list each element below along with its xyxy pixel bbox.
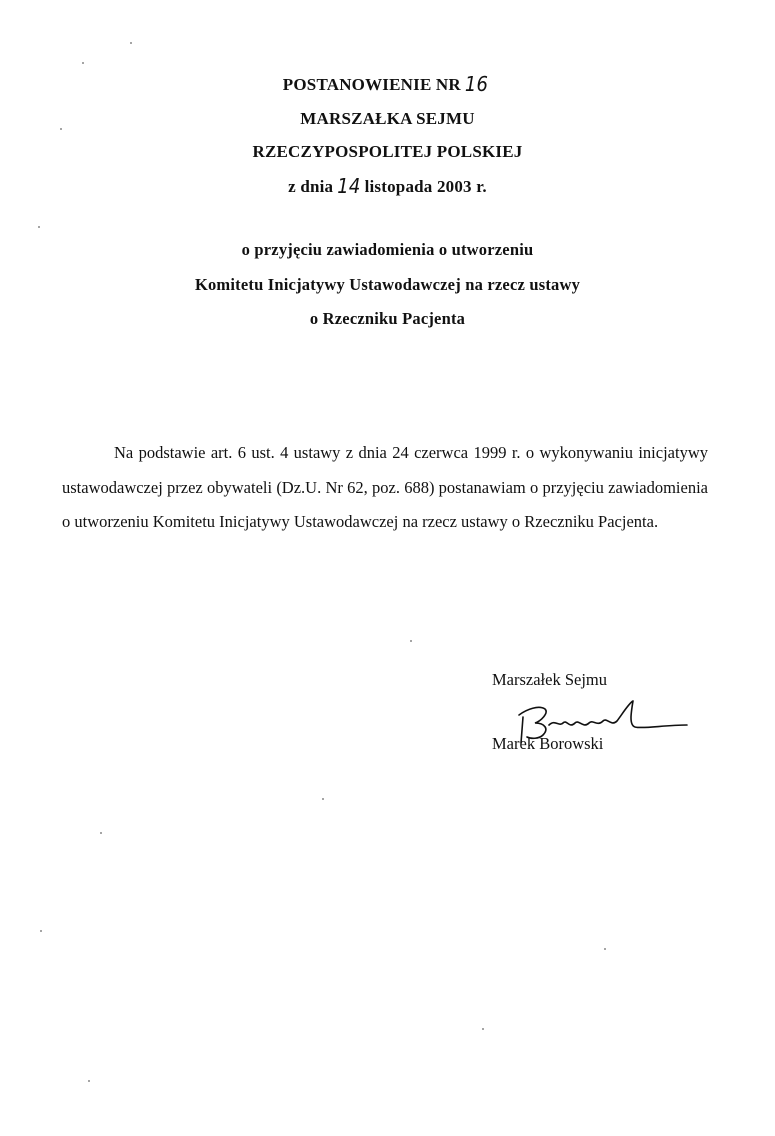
subject-line-2: Komitetu Inicjatywy Ustawodawczej na rzecz ustawy <box>194 275 581 294</box>
scan-speck <box>82 62 84 64</box>
decision-title-label: POSTANOWIENIE NR <box>282 75 461 94</box>
date-day: 14 <box>337 174 361 199</box>
decision-title <box>0 74 775 95</box>
date-suffix: listopada 2003 r. <box>364 177 487 196</box>
scan-speck <box>40 930 42 932</box>
decision-number: 16 <box>464 72 489 97</box>
scan-speck <box>60 128 62 130</box>
signatory-title: Marszałek Sejmu <box>492 670 608 689</box>
scan-speck <box>482 1028 484 1030</box>
scan-speck <box>38 226 40 228</box>
scan-speck <box>88 1080 90 1082</box>
date-prefix: z dnia <box>288 177 334 196</box>
scan-speck <box>322 798 324 800</box>
issuer-line: MARSZAŁKA SEJMU <box>300 109 475 128</box>
subject-line-3: o Rzeczniku Pacjenta <box>309 309 466 328</box>
scan-speck <box>604 948 606 950</box>
decision-body: Na podstawie art. 6 ust. 4 ustawy z dnia 24 czerwca 1999 r. o wykonywaniu inicjatywy ustawodawczej przez obywateli (Dz.U. Nr 62, poz. 688) postanawiam o przyjęciu zawiadomienia o utworzeniu Komitetu Inicjatywy Ustawodawczej na rzecz ustawy o Rzeczniku Pacjenta. <box>62 443 708 531</box>
date-line <box>0 176 775 197</box>
scan-speck <box>130 42 132 44</box>
scan-speck <box>100 832 102 834</box>
republic-line: RZECZYPOSPOLITEJ POLSKIEJ <box>252 142 523 161</box>
signatory-name: Marek Borowski <box>492 734 604 753</box>
scan-speck <box>410 640 412 642</box>
subject-line-1: o przyjęciu zawiadomienia o utworzeniu <box>241 240 534 259</box>
